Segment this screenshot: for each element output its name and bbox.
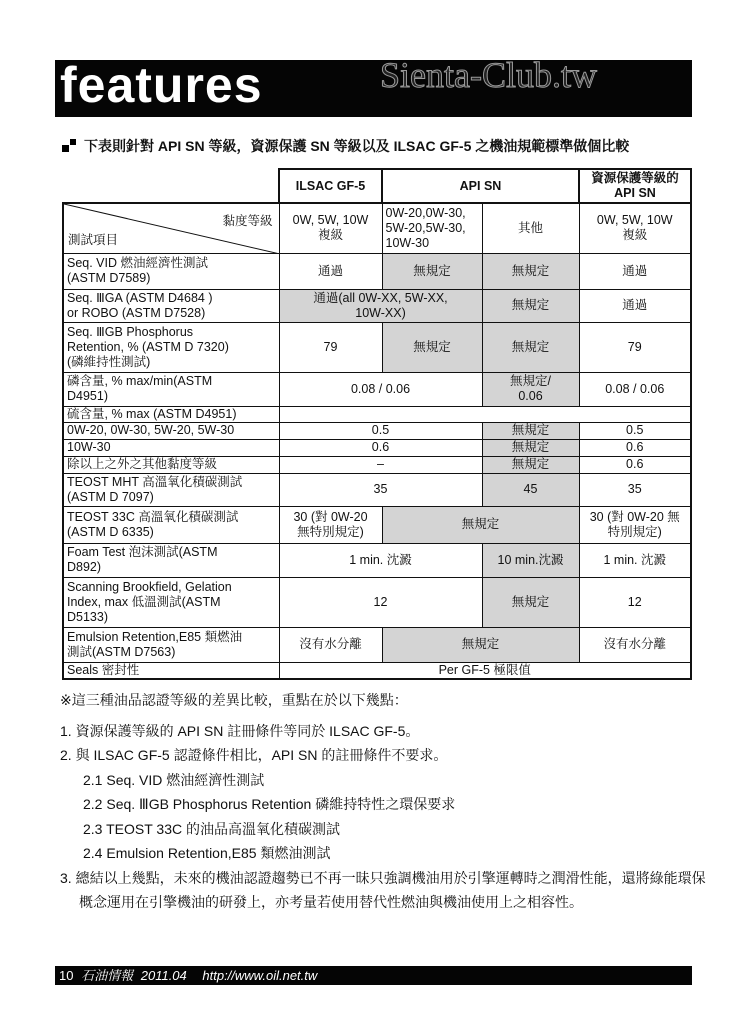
table-row: [63, 473, 691, 506]
table-cell: 79: [279, 322, 382, 372]
table-cell: 通過: [579, 289, 691, 322]
test-item-label: 硫含量, % max (ASTM D4951): [63, 406, 279, 422]
table-cell: 無規定: [382, 627, 579, 662]
corner-bottom-label: 測試項目: [68, 233, 119, 247]
table-cell: –: [279, 456, 482, 473]
table-cell: 12: [579, 577, 691, 627]
issue-date: 2011.04: [140, 968, 187, 983]
table-cell: 無規定: [382, 322, 482, 372]
table-cell: 沒有水分離: [279, 627, 382, 662]
table-cell: 10 min.沈澱: [482, 543, 579, 577]
table-cell: 35: [279, 473, 482, 506]
col-header-resource-api-sn: 資源保護等級的 API SN: [579, 169, 691, 203]
page-number: 10: [59, 968, 74, 983]
table-cell: 沒有水分離: [579, 627, 691, 662]
table-row: [63, 289, 691, 322]
table-cell: 無規定: [482, 456, 579, 473]
notes-lead: ※這三種油品認證等級的差異比較，重點在於以下幾點：: [60, 692, 408, 708]
note-conclusion: 3. 總結以上幾點，未來的機油認證趨勢已不再一昧只強調機油用於引擎運轉時之潤滑性能，還將綠能環保概念運用在引擎機油的研發上，亦考量若使用替代性燃油與機油使用上之相容性。: [60, 869, 706, 910]
footer-url: http://www.oil.net.tw: [202, 968, 318, 983]
table-cell: 無規定: [482, 439, 579, 456]
bullet-squares-icon: [62, 139, 76, 153]
section-title: features: [60, 57, 263, 113]
test-item-label: Emulsion Retention,E85 類燃油 測試(ASTM D7563): [63, 627, 279, 662]
table-cell: 無規定: [382, 506, 579, 543]
viscosity-row: [63, 203, 691, 253]
header-row: [63, 169, 691, 203]
corner-top-label: 黏度等級: [222, 214, 273, 228]
note-item: 2. 與 ILSAC GF-5 認證條件相比，API SN 的註冊條件不要求。: [60, 747, 448, 763]
table-cell: 0.6: [279, 439, 482, 456]
table-row: [63, 439, 691, 456]
watermark: Sienta-Club.tw: [380, 55, 597, 95]
col-header-ilsac: ILSAC GF-5: [279, 169, 382, 203]
table-cell: 0.5: [579, 422, 691, 439]
test-item-label: 0W-20, 0W-30, 5W-20, 5W-30: [63, 422, 279, 439]
table-cell: 79: [579, 322, 691, 372]
test-item-label: Scanning Brookfield, Gelation Index, max 低溫測試(ASTM D5133): [63, 577, 279, 627]
table-cell: 0.6: [579, 456, 691, 473]
table-cell: 通過: [279, 253, 382, 289]
table-row: [63, 322, 691, 372]
comparison-table: [62, 168, 692, 680]
note-subitem: 2.2 Seq. ⅢGB Phosphorus Retention 磷維持特性之環保要求: [83, 796, 456, 812]
note-subitem: 2.1 Seq. VID 燃油經濟性測試: [83, 771, 265, 788]
table-cell: 通過: [579, 253, 691, 289]
viscosity-cell: 0W, 5W, 10W 複級: [579, 203, 691, 253]
note-item: 1. 資源保護等級的 API SN 註冊條件等同於 ILSAC GF-5。: [60, 722, 420, 739]
table-row: [63, 372, 691, 406]
table-row: [63, 506, 691, 543]
test-item-label: Foam Test 泡沫測試(ASTM D892): [63, 543, 279, 577]
table-row: [63, 662, 691, 679]
table-row: [63, 406, 691, 422]
footer: [55, 966, 692, 985]
table-cell: 35: [579, 473, 691, 506]
table-cell: 0.5: [279, 422, 482, 439]
table-cell: 30 (對 0W-20 無 特別規定): [579, 506, 691, 543]
table-row: [63, 253, 691, 289]
test-item-label: Seq. VID 燃油經濟性測試 (ASTM D7589): [63, 253, 279, 289]
table-cell: 無規定: [482, 322, 579, 372]
intro-heading: [62, 136, 629, 156]
magazine-name: 石油情報: [81, 968, 134, 983]
table-cell: 0.6: [579, 439, 691, 456]
table-cell: 1 min. 沈澱: [279, 543, 482, 577]
table-row: [63, 456, 691, 473]
table-cell: 無規定: [482, 289, 579, 322]
table-cell: 0.08 / 0.06: [579, 372, 691, 406]
test-item-label: Seals 密封性: [63, 662, 279, 679]
table-row: [63, 422, 691, 439]
table-cell: 0.08 / 0.06: [279, 372, 482, 406]
viscosity-cell: 0W-20,0W-30, 5W-20,5W-30, 10W-30: [382, 203, 482, 253]
empty-corner: [63, 169, 279, 203]
table-row: [63, 543, 691, 577]
col-header-api-sn: API SN: [382, 169, 579, 203]
table-cell: 無規定: [482, 422, 579, 439]
features-banner: [55, 55, 692, 117]
note-subitem: 2.3 TEOST 33C 的油品高溫氧化積碳測試: [83, 820, 340, 837]
table-cell: 無規定: [382, 253, 482, 289]
table-cell: 通過(all 0W-XX, 5W-XX, 10W-XX): [279, 289, 482, 322]
table-row: [63, 627, 691, 662]
test-item-label: TEOST 33C 高溫氧化積碳測試 (ASTM D 6335): [63, 506, 279, 543]
test-item-label: TEOST MHT 高溫氧化積碳測試 (ASTM D 7097): [63, 473, 279, 506]
table-cell: 無規定/ 0.06: [482, 372, 579, 406]
viscosity-cell: 其他: [482, 203, 579, 253]
table-cell: 45: [482, 473, 579, 506]
table-cell: 無規定: [482, 577, 579, 627]
viscosity-cell: 0W, 5W, 10W 複級: [279, 203, 382, 253]
table-cell: 30 (對 0W-20 無特別規定): [279, 506, 382, 543]
table-row: [63, 577, 691, 627]
table-cell: Per GF-5 極限值: [279, 662, 691, 679]
test-item-label: 磷含量, % max/min(ASTM D4951): [63, 372, 279, 406]
intro-text: 下表則針對 API SN 等級，資源保護 SN 等級以及 ILSAC GF-5 之機油規範標準做個比較: [84, 138, 630, 154]
table-cell: [279, 406, 691, 422]
test-item-label: Seq. ⅢGB Phosphorus Retention, % (ASTM D 7320) (磷維持性測試): [63, 322, 279, 372]
table-cell: 無規定: [482, 253, 579, 289]
table-cell: 12: [279, 577, 482, 627]
corner-cell: [63, 203, 279, 253]
note-subitem: 2.4 Emulsion Retention,E85 類燃油測試: [83, 845, 331, 861]
test-item-label: 除以上之外之其他黏度等級: [63, 456, 279, 473]
notes: [60, 688, 706, 915]
test-item-label: Seq. ⅢGA (ASTM D4684 ) or ROBO (ASTM D7528): [63, 289, 279, 322]
table-cell: 1 min. 沈澱: [579, 543, 691, 577]
test-item-label: 10W-30: [63, 439, 279, 456]
